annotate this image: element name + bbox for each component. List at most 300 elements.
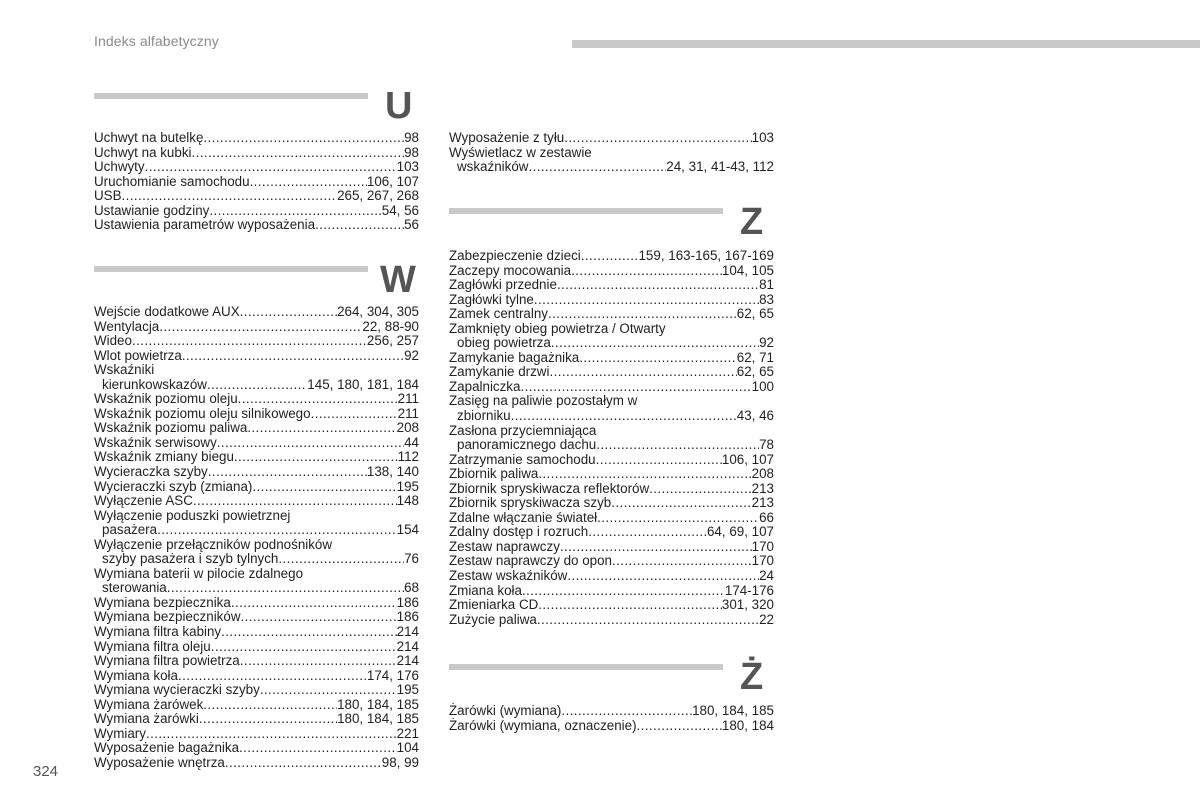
dot-leader — [252, 480, 396, 495]
index-entry-term: Wejście dodatkowe AUX — [94, 304, 240, 319]
index-entry-pages: 180, 184, 185 — [337, 711, 419, 727]
index-entry-row — [449, 249, 774, 264]
section-u-entries — [94, 131, 419, 233]
dot-leader — [208, 465, 367, 480]
index-entry-row — [94, 552, 419, 567]
index-entry-term: Zabezpieczenie dzieci — [449, 248, 581, 263]
index-entry-term: Wyposażenie wnętrza — [94, 754, 225, 770]
index-entry — [94, 741, 419, 756]
index-entry — [94, 654, 419, 669]
index-entry-term: Zbiornik spryskiwacza reflektorów — [449, 480, 650, 496]
dot-leader — [561, 704, 692, 719]
index-entry — [94, 538, 419, 567]
dot-leader — [538, 467, 751, 482]
index-entry — [94, 218, 419, 233]
index-entry — [94, 480, 419, 495]
header-rule — [572, 40, 1200, 48]
index-entry-row — [94, 175, 419, 190]
index-entry-row — [94, 596, 419, 611]
index-entry-term: Wideo — [94, 333, 132, 349]
index-entry-row — [449, 525, 774, 540]
index-entry-pages: 112 — [397, 449, 419, 465]
dot-leader — [157, 523, 397, 538]
index-entry-row — [94, 349, 419, 364]
index-entry — [449, 264, 774, 279]
index-entry — [94, 756, 419, 771]
dot-leader — [132, 334, 367, 349]
index-entry-pages: 62, 65 — [736, 364, 774, 380]
index-entry-row — [449, 704, 774, 719]
dot-leader — [122, 189, 338, 204]
index-entry — [449, 351, 774, 366]
index-entry-pages: 214 — [396, 653, 419, 669]
index-entry — [94, 320, 419, 335]
index-entry-term: Żarówki (wymiana, oznaczenie) — [449, 717, 637, 733]
dot-leader — [238, 392, 398, 407]
index-entry-pages: 180, 184, 185 — [337, 696, 419, 712]
index-entry-term: Wskaźnik zmiany biegu — [94, 449, 234, 465]
index-entry-pages: 92 — [759, 335, 774, 351]
index-entry-term: Wycieraczka szyby — [94, 464, 208, 480]
index-entry-pages: 211 — [397, 391, 419, 407]
index-entry-text: Wskaźniki — [94, 362, 155, 378]
dot-leader — [548, 307, 737, 322]
index-entry-row — [94, 610, 419, 625]
dot-leader — [199, 712, 337, 727]
index-entry — [449, 525, 774, 540]
dot-leader — [597, 511, 759, 526]
index-entry — [449, 278, 774, 293]
dot-leader — [250, 175, 367, 190]
index-entry-row — [449, 554, 774, 569]
dot-leader — [511, 409, 737, 424]
index-entry — [94, 698, 419, 713]
dot-leader — [537, 613, 759, 628]
dot-leader — [193, 494, 397, 509]
index-entry-pages: 221 — [396, 725, 419, 741]
index-entry-pages: 54, 56 — [381, 202, 419, 218]
dot-leader — [611, 496, 751, 511]
index-entry-term: Zagłówki przednie — [449, 277, 557, 293]
index-entry-row — [94, 712, 419, 727]
index-entry-pages: 264, 304, 305 — [337, 304, 419, 319]
index-entry — [449, 453, 774, 468]
index-entry-pages: 213 — [751, 480, 774, 496]
index-entry-text: Zamknięty obieg powietrza / Otwarty — [449, 320, 666, 336]
index-entry-pages: 76 — [404, 551, 419, 567]
running-header-title: Indeks alfabetyczny — [94, 33, 219, 49]
index-entry-term: Ustawienia parametrów wyposażenia — [94, 217, 316, 233]
index-entry-term: Zbiornik spryskiwacza szyb — [449, 495, 612, 511]
index-entry-term: Zaczepy mocowania — [449, 262, 572, 278]
index-entry-row — [449, 540, 774, 555]
index-entry — [449, 554, 774, 569]
index-entry-pages: 78 — [759, 437, 774, 453]
index-entry — [449, 569, 774, 584]
index-entry-row — [449, 613, 774, 628]
index-entry-row — [449, 438, 774, 453]
index-entry-row — [94, 160, 419, 175]
index-entry-pages: 186 — [396, 609, 419, 625]
index-entry-pages: 154 — [396, 522, 419, 538]
index-entry — [449, 719, 774, 734]
index-entry-row — [94, 146, 419, 161]
index-entry-pages: 159, 163-165, 167-169 — [638, 248, 774, 263]
index-entry-term: Uruchomianie samochodu — [94, 173, 250, 189]
index-entry-text: Wyłączenie przełączników podnośników — [94, 536, 333, 552]
index-entry-pages: 106, 107 — [366, 173, 419, 189]
dot-leader — [596, 453, 722, 468]
index-entry-row — [94, 189, 419, 204]
index-entry-pages: 103 — [396, 159, 419, 175]
section-w-entries — [94, 305, 419, 771]
dot-leader — [203, 698, 337, 713]
index-entry — [94, 727, 419, 742]
index-entry — [94, 596, 419, 611]
index-entry-pages: 43, 46 — [736, 408, 774, 424]
index-entry-text: Wyświetlacz w zestawie — [449, 144, 592, 160]
index-entry-term: Wymiary — [94, 725, 146, 741]
index-entry-row — [449, 160, 774, 175]
index-entry-term: Uchwyty — [94, 159, 145, 175]
dot-leader — [159, 320, 362, 335]
index-entry — [94, 363, 419, 392]
index-entry — [94, 567, 419, 596]
index-entry-term: Wycieraczki szyb (zmiana) — [94, 478, 253, 494]
index-entry-term: Wskaźnik poziomu paliwa — [94, 420, 248, 436]
dot-leader — [315, 218, 404, 233]
index-entry — [449, 293, 774, 308]
index-entry-term: Zdalne włączanie świateł — [449, 509, 598, 525]
index-entry-pages: 98 — [404, 144, 419, 160]
index-entry-pages: 24, 31, 41-43, 112 — [666, 159, 774, 175]
index-entry — [449, 482, 774, 497]
index-entry-row — [94, 581, 419, 596]
index-entry — [94, 509, 419, 538]
index-entry-pages: 186 — [396, 594, 419, 610]
index-entry-row — [94, 625, 419, 640]
index-entry-term: Wentylacja — [94, 318, 160, 334]
index-entry-pages: 180, 184 — [721, 717, 774, 733]
dot-leader — [538, 598, 722, 613]
index-entry-pages: 103 — [751, 130, 774, 145]
index-entry-row — [449, 453, 774, 468]
index-entry — [94, 334, 419, 349]
index-entry-term: Wymiana filtra powietrza — [94, 653, 240, 669]
page-number: 324 — [33, 763, 59, 780]
index-entry-term: USB — [94, 188, 122, 204]
dot-leader — [209, 204, 381, 219]
index-entry-row — [94, 494, 419, 509]
dot-leader — [588, 525, 707, 540]
index-entry-row — [449, 278, 774, 293]
index-entry-pages: 170 — [751, 538, 774, 554]
index-entry-term: Wskaźnik poziomu oleju — [94, 391, 238, 407]
index-entry-row — [94, 450, 419, 465]
index-entry — [449, 584, 774, 599]
dot-leader — [649, 482, 751, 497]
dot-leader — [549, 365, 736, 380]
index-entry-term: Uchwyt na kubki — [94, 144, 192, 160]
index-entry-row — [94, 407, 419, 422]
index-entry-term: zbiorniku — [457, 408, 511, 424]
index-entry-pages: 208 — [396, 420, 419, 436]
index-entry-term: pasażera — [102, 522, 158, 538]
index-entry-term: Wyposażenie z tyłu — [449, 130, 565, 145]
index-entry-row — [449, 336, 774, 351]
index-entry — [449, 511, 774, 526]
index-entry-row — [449, 409, 774, 424]
section-w-continued-entries — [449, 131, 774, 175]
index-entry-pages: 180, 184, 185 — [692, 703, 774, 718]
index-entry-pages: 208 — [751, 466, 774, 482]
section-z-dot-letter: Ż — [740, 656, 764, 698]
dot-leader — [145, 160, 397, 175]
index-entry-term: Zamykanie drzwi — [449, 364, 550, 380]
index-entry — [94, 450, 419, 465]
dot-leader — [178, 669, 367, 684]
index-entry-pages: 104 — [396, 740, 419, 756]
index-entry-row — [449, 307, 774, 322]
index-entry-pages: 62, 71 — [736, 349, 774, 365]
index-entry-pages: 64, 69, 107 — [706, 524, 774, 540]
index-entry-pages: 195 — [396, 682, 419, 698]
index-entry-row — [94, 436, 419, 451]
index-entry-row — [449, 584, 774, 599]
index-entry-term: Wymiana filtra oleju — [94, 638, 211, 654]
index-entry — [449, 146, 774, 175]
dot-leader — [596, 438, 759, 453]
dot-leader — [167, 581, 404, 596]
index-entry-term: kierunkowskazów — [102, 376, 207, 392]
index-entry-pages: 81 — [759, 277, 774, 293]
index-entry — [449, 598, 774, 613]
index-entry-row — [94, 654, 419, 669]
index-entry-row — [449, 467, 774, 482]
index-entry-row — [449, 380, 774, 395]
index-entry-term: Wymiana bezpieczników — [94, 609, 241, 625]
index-entry — [94, 305, 419, 320]
section-z-dot-rule — [449, 664, 723, 670]
dot-leader — [207, 378, 307, 393]
dot-leader — [203, 131, 404, 146]
index-entry-term: Uchwyt na butelkę — [94, 130, 204, 145]
index-entry-pages: 98, 99 — [381, 754, 419, 770]
index-entry-pages: 174-176 — [724, 582, 774, 598]
index-entry — [94, 160, 419, 175]
index-entry-row — [94, 523, 419, 538]
dot-leader — [528, 160, 666, 175]
index-entry-pages: 22 — [759, 611, 774, 627]
index-entry-row — [94, 392, 419, 407]
index-entry-row — [449, 598, 774, 613]
index-entry — [94, 436, 419, 451]
index-entry-term: Wymiana wycieraczki szyby — [94, 682, 260, 698]
index-entry-term: Zestaw naprawczy — [449, 538, 560, 554]
index-entry — [94, 683, 419, 698]
index-entry-pages: 301, 320 — [721, 597, 774, 613]
index-entry-pages: 211 — [397, 405, 419, 421]
index-entry-pages: 170 — [751, 553, 774, 569]
dot-leader — [551, 336, 759, 351]
index-entry-pages: 195 — [396, 478, 419, 494]
index-entry-pages: 68 — [404, 580, 419, 596]
dot-leader — [240, 305, 337, 320]
index-entry-pages: 138, 140 — [366, 464, 419, 480]
index-entry-row — [94, 480, 419, 495]
index-entry-term: Ustawianie godziny — [94, 202, 210, 218]
index-entry-pages: 213 — [751, 495, 774, 511]
dot-leader — [579, 351, 737, 366]
dot-leader — [239, 741, 397, 756]
section-w-letter: W — [380, 259, 416, 301]
dot-leader — [225, 756, 382, 771]
dot-leader — [247, 421, 396, 436]
index-entry — [449, 704, 774, 719]
dot-leader — [520, 380, 751, 395]
index-entry — [94, 146, 419, 161]
dot-leader — [241, 610, 397, 625]
index-entry-pages: 214 — [396, 624, 419, 640]
index-entry-pages: 22, 88-90 — [362, 318, 419, 334]
index-entry-term: Wyłączenie ASC — [94, 493, 193, 509]
index-entry-term: Zatrzymanie samochodu — [449, 451, 596, 467]
index-entry-pages: 24 — [759, 568, 774, 584]
index-entry-term: Wymiana bezpiecznika — [94, 594, 231, 610]
section-u-letter: U — [385, 85, 413, 127]
index-entry — [449, 540, 774, 555]
section-z-rule — [449, 208, 723, 214]
index-entry — [449, 249, 774, 264]
index-entry — [94, 712, 419, 727]
dot-leader — [522, 584, 725, 599]
index-entry — [94, 494, 419, 509]
index-entry — [94, 349, 419, 364]
index-entry — [449, 322, 774, 351]
index-entry-term: Wlot powietrza — [94, 347, 182, 363]
index-entry-row — [94, 334, 419, 349]
dot-leader — [534, 293, 759, 308]
index-entry — [449, 613, 774, 628]
dot-leader — [217, 436, 404, 451]
index-entry-term: Zamykanie bagażnika — [449, 349, 580, 365]
dot-leader — [278, 552, 404, 567]
index-entry — [94, 640, 419, 655]
index-entry — [94, 669, 419, 684]
dot-leader — [234, 450, 398, 465]
index-entry-pages: 104, 105 — [721, 262, 774, 278]
index-entry-pages: 100 — [751, 378, 774, 394]
dot-leader — [567, 569, 759, 584]
index-entry-row — [94, 218, 419, 233]
index-entry-row — [94, 669, 419, 684]
index-entry-pages: 256, 257 — [366, 333, 419, 349]
dot-leader — [221, 625, 397, 640]
index-entry-pages: 66 — [759, 509, 774, 525]
index-entry — [449, 496, 774, 511]
section-w-rule — [94, 266, 368, 272]
index-entry-pages: 92 — [404, 347, 419, 363]
section-u-rule — [94, 93, 368, 99]
index-entry-row — [449, 131, 774, 146]
index-entry-term: panoramicznego dachu — [457, 437, 597, 453]
index-entry-term: sterowania — [102, 580, 167, 596]
index-entry-row — [94, 320, 419, 335]
index-entry — [449, 467, 774, 482]
index-entry — [449, 307, 774, 322]
index-entry-row — [94, 727, 419, 742]
index-entry-row — [94, 204, 419, 219]
index-entry-term: Zbiornik paliwa — [449, 466, 539, 482]
index-entry-term: obieg powietrza — [457, 335, 551, 351]
index-entry-pages: 145, 180, 181, 184 — [307, 376, 419, 392]
index-entry-row — [94, 698, 419, 713]
dot-leader — [231, 596, 397, 611]
index-entry-row — [449, 569, 774, 584]
index-entry-term: Zmieniarka CD — [449, 597, 539, 613]
dot-leader — [560, 540, 752, 555]
index-entry-row — [449, 511, 774, 526]
index-entry-pages: 44 — [404, 434, 419, 450]
dot-leader — [311, 407, 398, 422]
index-entry-term: Żarówki (wymiana) — [449, 703, 562, 718]
index-entry-text: Zasłona przyciemniająca — [449, 422, 597, 438]
index-entry-text: Zasięg na paliwie pozostałym w — [449, 393, 638, 409]
index-entry-term: Zdalny dostęp i rozruch — [449, 524, 589, 540]
index-entry-term: wskaźników — [457, 159, 529, 175]
index-entry-term: szyby pasażera i szyb tylnych — [102, 551, 279, 567]
index-entry-row — [94, 741, 419, 756]
index-entry — [94, 175, 419, 190]
index-entry-pages: 174, 176 — [366, 667, 419, 683]
index-entry — [449, 380, 774, 395]
index-entry-row — [449, 365, 774, 380]
index-entry-row — [449, 351, 774, 366]
index-entry-row — [449, 264, 774, 279]
index-entry-term: Wymiana filtra kabiny — [94, 624, 222, 640]
index-entry-term: Wymiana koła — [94, 667, 178, 683]
index-entry-term: Wskaźnik poziomu oleju silnikowego — [94, 405, 311, 421]
index-entry-row — [94, 640, 419, 655]
index-entry-term: Wymiana żarówek — [94, 696, 204, 712]
dot-leader — [564, 131, 751, 146]
index-entry-term: Wyposażenie bagażnika — [94, 740, 240, 756]
index-entry-row — [94, 465, 419, 480]
dot-leader — [571, 264, 722, 279]
dot-leader — [192, 146, 405, 161]
index-entry — [94, 131, 419, 146]
index-entry-row — [449, 293, 774, 308]
index-entry-term: Zestaw naprawczy do opon — [449, 553, 613, 569]
index-entry — [94, 407, 419, 422]
index-entry-row — [94, 131, 419, 146]
dot-leader — [612, 554, 752, 569]
index-entry — [94, 392, 419, 407]
index-entry-row — [94, 421, 419, 436]
index-entry — [449, 365, 774, 380]
dot-leader — [211, 640, 397, 655]
index-entry-pages: 83 — [759, 291, 774, 307]
index-entry — [449, 424, 774, 453]
dot-leader — [260, 683, 397, 698]
index-entry-pages: 56 — [404, 217, 419, 233]
index-entry-term: Zapalniczka — [449, 378, 521, 394]
dot-leader — [182, 349, 404, 364]
index-entry-term: Zużycie paliwa — [449, 611, 537, 627]
index-entry-term: Wskaźnik serwisowy — [94, 434, 217, 450]
section-z-dot-entries — [449, 704, 774, 733]
section-z-letter: Z — [740, 201, 764, 243]
